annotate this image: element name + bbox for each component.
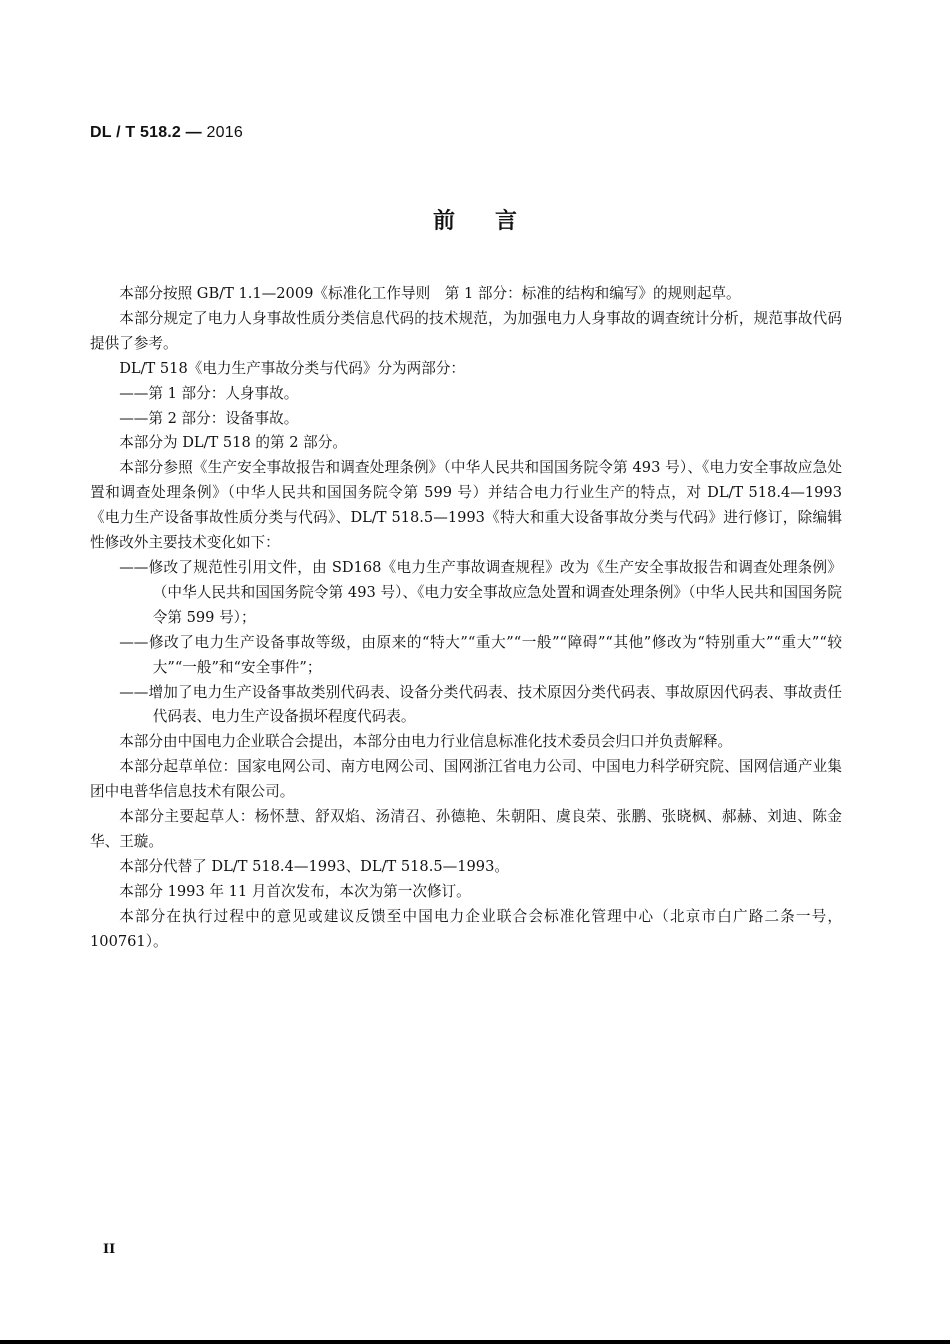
paragraph: DL/T 518《电力生产事故分类与代码》分为两部分：	[119, 359, 466, 377]
list-item: ——第 1 部分：人身事故。	[119, 384, 299, 402]
list-item: ——第 2 部分：设备事故。	[119, 409, 299, 427]
list-item: ——增加了电力生产设备事故类别代码表、设备分类代码表、技术原因分类代码表、事故原因代码表、事故责任代码表、电力生产设备损坏程度代码表。	[119, 683, 842, 726]
list-item: ——修改了规范性引用文件，由 SD168《电力生产事故调查规程》改为《生产安全事故报告和调查处理条例》（中华人民共和国国务院令第 493 号）、《电力安全事故应急处置和调查处理条例》（中华人民共和国国务院令第 599 号）；	[119, 558, 842, 626]
paragraph: 本部分为 DL/T 518 的第 2 部分。	[119, 434, 347, 452]
paragraph: 本部分 1993 年 11 月首次发布，本次为第一次修订。	[119, 882, 471, 900]
section-title: 前言	[432, 208, 557, 234]
paragraph: 本部分主要起草人：杨怀慧、舒双焰、汤清召、孙德艳、朱朝阳、虞良荣、张鹏、张晓枫、郝赫、刘迪、陈金华、王璇。	[90, 808, 842, 850]
foreword-body	[90, 282, 842, 954]
standard-code-header	[90, 124, 243, 142]
paragraph: 本部分参照《生产安全事故报告和调查处理条例》（中华人民共和国国务院令第 493 号）、《电力安全事故应急处置和调查处理条例》（中华人民共和国国务院令第 599 号）并结合电力行业生产的特点，对 DL/T 518.4—1993《电力生产设备事故性质分类与代码》、DL/T 518.5—1993《特大和重大设备事故分类与代码》进行修订，除编辑性修改外主要技术变化如下：	[90, 459, 842, 552]
paragraph: 本部分在执行过程中的意见或建议反馈至中国电力企业联合会标准化管理中心（北京市白广路二条一号，100761）。	[90, 907, 842, 950]
standard-year: 2016	[201, 124, 243, 141]
paragraph: 本部分代替了 DL/T 518.4—1993、DL/T 518.5—1993。	[119, 857, 509, 875]
bottom-border	[0, 1340, 950, 1344]
paragraph: 本部分由中国电力企业联合会提出，本部分由电力行业信息标准化技术委员会归口并负责解释。	[119, 733, 733, 751]
list-item: ——修改了电力生产设备事故等级，由原来的“特大”“重大”“一般”“障碍”“其他”修改为“特别重大”“重大”“较大”“一般”和“安全事件”；	[119, 633, 842, 676]
paragraph: 本部分起草单位：国家电网公司、南方电网公司、国网浙江省电力公司、中国电力科学研究院、国网信通产业集团中电普华信息技术有限公司。	[90, 758, 842, 801]
paragraph: 本部分按照 GB/T 1.1—2009《标准化工作导则 第 1 部分：标准的结构和编写》的规则起草。	[119, 285, 741, 302]
standard-code: DL / T 518.2 —	[90, 124, 202, 141]
paragraph: 本部分规定了电力人身事故性质分类信息代码的技术规范，为加强电力人身事故的调查统计分析，规范事故代码提供了参考。	[90, 309, 842, 352]
page-number: II	[103, 1242, 116, 1257]
